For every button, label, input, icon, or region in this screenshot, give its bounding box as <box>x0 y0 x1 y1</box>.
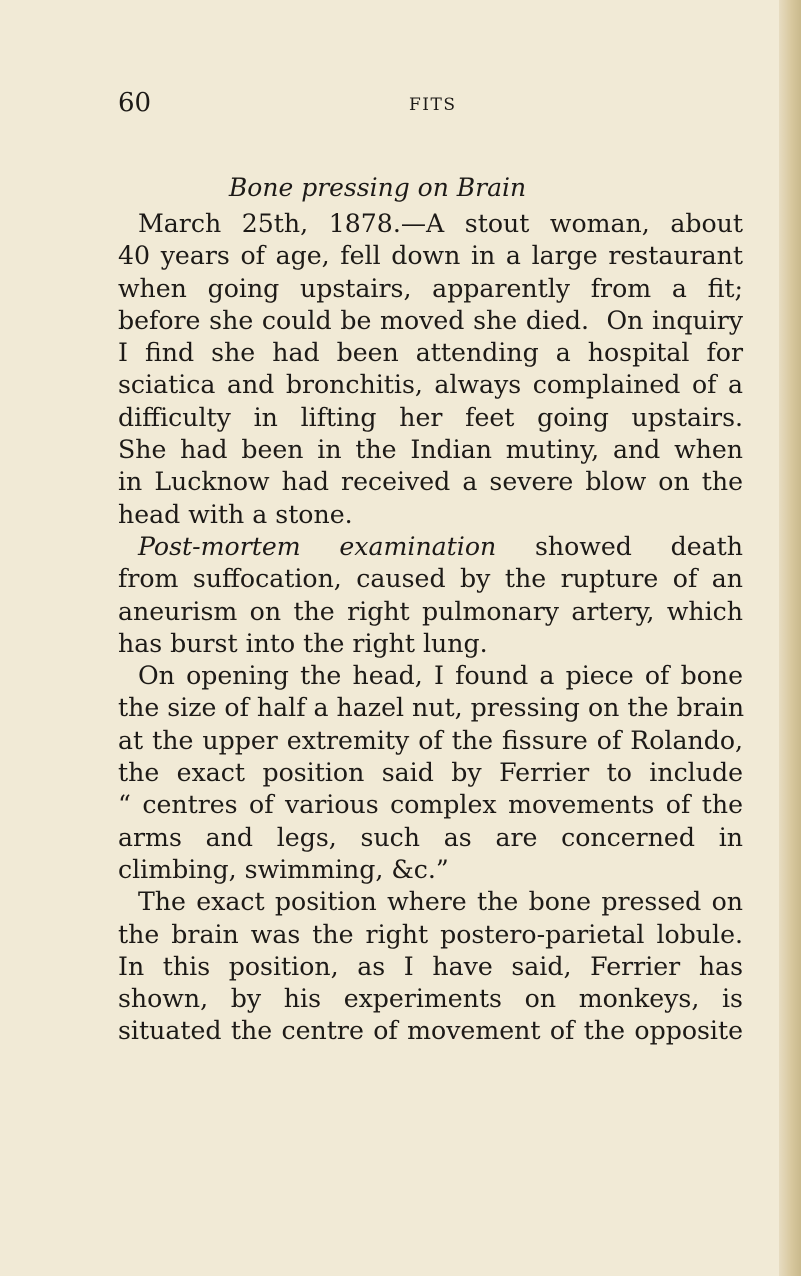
text-line: before she could be moved she died. On inquiry <box>118 305 743 335</box>
text-line: On opening the head, I found a piece of bone <box>138 661 743 691</box>
text-line: difficulty in lifting her feet going upstairs. <box>118 402 743 432</box>
section-title: Bone pressing on Brain <box>228 173 527 202</box>
text-line: when going upstairs, apparently from a fit; <box>118 273 743 303</box>
text-line: “ centres of various complex movements of the <box>118 790 743 820</box>
text-line <box>118 531 743 563</box>
page-number: 60 <box>118 88 152 118</box>
text-line: arms and legs, such as are concerned in <box>118 822 743 852</box>
text-line: shown, by his experiments on monkeys, is <box>118 984 743 1014</box>
text-line: the brain was the right postero-parietal lobule. <box>118 919 743 949</box>
text-line: climbing, swimming, &c.” <box>118 854 449 884</box>
text-line: March 25th, 1878.—A stout woman, about <box>138 209 743 238</box>
text-line: The exact position where the bone pressed on <box>138 887 743 917</box>
text-line: head with a stone. <box>118 499 353 529</box>
text-line: from suffocation, caused by the rupture of an <box>118 564 743 594</box>
italic-phrase: Post-mortem examination <box>138 531 497 561</box>
text-line: situated the centre of movement of the opposite <box>118 1016 743 1046</box>
text-line: the size of half a hazel nut, pressing on the brain <box>118 693 745 723</box>
text-line: sciatica and bronchitis, always complained of a <box>118 370 743 400</box>
running-title: FITS <box>409 95 457 115</box>
text-line: She had been in the Indian mutiny, and when <box>118 435 743 465</box>
text-line: has burst into the right lung. <box>118 628 488 658</box>
page-edge-shadow <box>779 0 801 1276</box>
body-text <box>118 208 743 1048</box>
text-line: aneurism on the right pulmonary artery, which <box>118 596 743 626</box>
text-line: in Lucknow had received a severe blow on the <box>118 467 743 497</box>
page-header <box>118 88 728 124</box>
text-line: 40 years of age, fell down in a large restaurant <box>118 241 743 271</box>
text-line: I find she had been attending a hospital for <box>118 338 743 368</box>
text-line: at the upper extremity of the fissure of Rolando, <box>118 725 743 755</box>
text-line: the exact position said by Ferrier to include <box>118 758 743 788</box>
text-line: In this position, as I have said, Ferrier has <box>118 951 743 981</box>
text-fragment: showed death <box>496 531 743 561</box>
